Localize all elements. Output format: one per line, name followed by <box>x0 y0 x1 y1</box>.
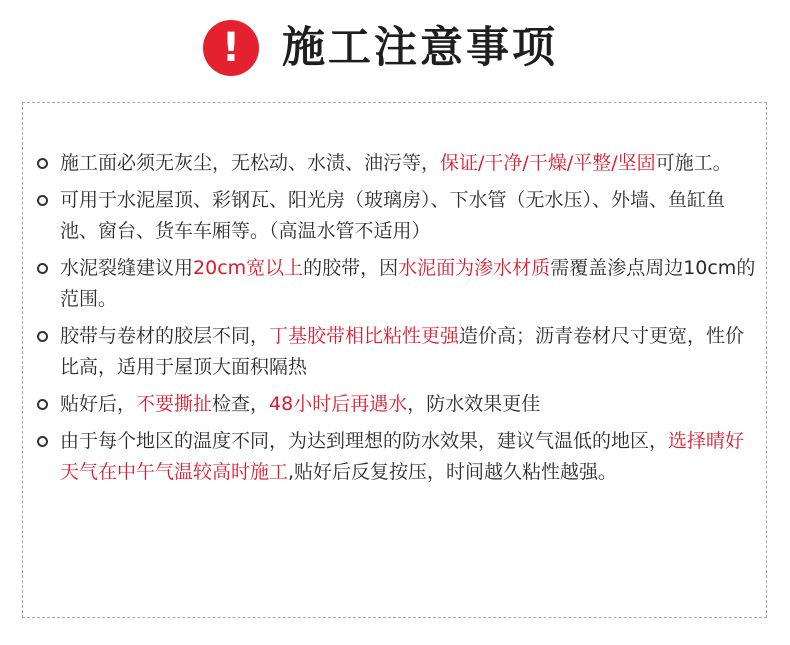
notice-item <box>37 426 757 488</box>
note-highlight: 不要撕扯 <box>136 393 213 415</box>
note-text: 胶带与卷材的胶层不同， <box>60 325 270 347</box>
circle-bullet-icon <box>37 158 48 169</box>
note-highlight: 保证/干净/干燥/平整/坚固 <box>440 152 656 174</box>
circle-bullet-icon <box>37 195 48 206</box>
note-text: 检查， <box>212 393 270 415</box>
note-text: ,贴好后反复按压，时间越久粘性越强。 <box>288 461 618 483</box>
note-highlight: 20cm宽以上 <box>193 257 304 279</box>
notice-box <box>22 102 767 618</box>
note-text: 造价高；沥青卷材尺寸更宽，性价比高，适用于屋顶大面积隔热 <box>60 325 745 378</box>
note-highlight: 48小时后再遇水 <box>269 393 408 415</box>
circle-bullet-icon <box>37 436 48 447</box>
note-text: ，防水效果更佳 <box>407 393 541 415</box>
notice-list <box>37 148 757 494</box>
circle-bullet-icon <box>37 331 48 342</box>
note-text: 水泥裂缝建议用 <box>60 257 194 279</box>
exclamation-circle-icon: ! <box>203 20 259 76</box>
note-text: 可施工。 <box>655 152 732 174</box>
notice-item <box>37 185 757 247</box>
notice-item <box>37 321 757 383</box>
note-text: 需覆盖渗点周边10cm的范围。 <box>60 257 756 310</box>
notice-item <box>37 253 757 315</box>
note-text: 由于每个地区的温度不同，为达到理想的防水效果，建议气温低的地区， <box>60 430 669 452</box>
note-highlight: 选择晴好天气在中午气温较高时施工 <box>60 430 745 483</box>
note-highlight: 水泥面为渗水材质 <box>398 257 551 279</box>
notice-item <box>37 148 757 179</box>
circle-bullet-icon <box>37 399 48 410</box>
note-text: 施工面必须无灰尘，无松动、水渍、油污等， <box>60 152 441 174</box>
note-text: 的胶带，因 <box>303 257 399 279</box>
notice-item <box>37 389 757 420</box>
note-text: 可用于水泥屋顶、彩钢瓦、阳光房（玻璃房）、下水管（无水压）、外墙、鱼缸鱼池、窗台、货车车厢等。（高温水管不适用） <box>60 189 726 242</box>
header <box>0 0 790 95</box>
page-title: 施工注意事项 <box>282 23 558 73</box>
note-text: 贴好后， <box>60 393 137 415</box>
circle-bullet-icon <box>37 263 48 274</box>
note-highlight: 丁基胶带相比粘性更强 <box>269 325 460 347</box>
